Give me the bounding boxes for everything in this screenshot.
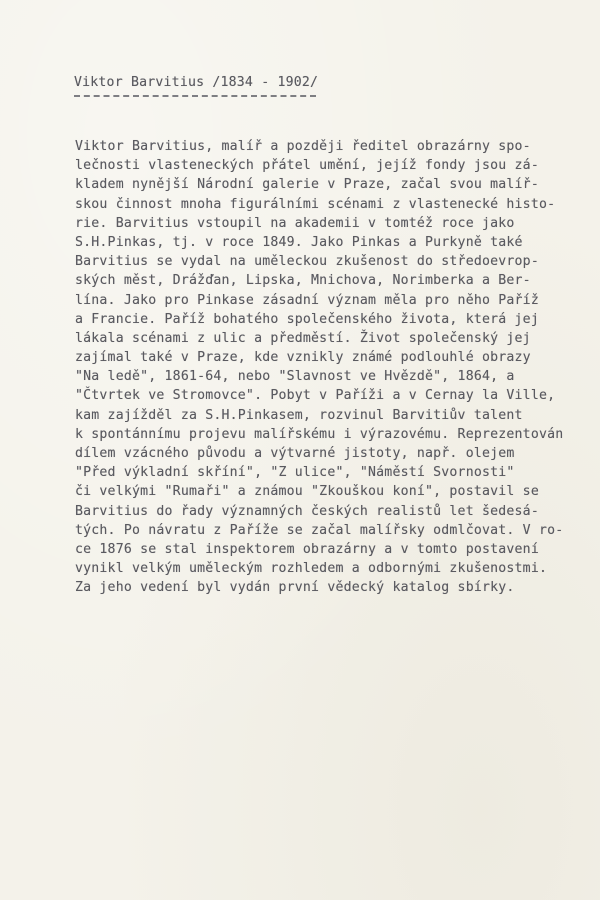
body-line: "Před výkladní skříní", "Z ulice", "Náměstí Svornosti" <box>75 465 515 481</box>
body-line: rie. Barvitius vstoupil na akademii v tomtéž roce jako <box>75 215 515 231</box>
body-line: Za jeho vedení byl vydán první vědecký katalog sbírky. <box>75 580 515 596</box>
body-line: Viktor Barvitius, malíř a později ředitel obrazárny spo- <box>75 139 531 154</box>
body-line: vynikl velkým uměleckým rozhledem a odbornými zkušenostmi. <box>75 561 548 577</box>
heading-underline <box>74 95 316 97</box>
body-line: lákala scénami z ulic a předměstí. Život společenský jej <box>75 330 531 346</box>
body-line: či velkými "Rumaři" a známou "Zkouškou koní", postavil se <box>75 484 539 500</box>
body-line: skou činnost mnoha figurálními scénami z vlastenecké histo- <box>75 196 556 212</box>
body-line: kam zajížděl za S.H.Pinkasem, rozvinul Barvitiův talent <box>75 407 523 423</box>
body-line: "Na ledě", 1861-64, nebo "Slavnost ve Hvězdě", 1864, a <box>75 369 515 385</box>
body-line: lína. Jako pro Pinkase zásadní význam měla pro něho Paříž <box>75 292 539 308</box>
document-body <box>75 137 585 598</box>
body-line: a Francie. Paříž bohatého společenského života, která jej <box>75 311 539 327</box>
body-line: tých. Po návratu z Paříže se začal malířsky odmlčovat. V ro- <box>75 522 564 538</box>
body-line: ských měst, Drážďan, Lipska, Mnichova, Norimberka a Ber- <box>75 273 531 289</box>
body-line: S.H.Pinkas, tj. v roce 1849. Jako Pinkas a Purkyně také <box>75 234 523 250</box>
body-line: k spontánnímu projevu malířskému i výrazovému. Reprezentován <box>75 426 564 442</box>
body-line: "Čtvrtek ve Stromovce". Pobyt v Paříži a v Cernay la Ville, <box>75 388 556 404</box>
body-line: dílem vzácného původu a výtvarné jistoty, např. olejem <box>75 446 515 461</box>
body-line: Barvitius se vydal na uměleckou zkušenost do středoevrop- <box>75 254 539 270</box>
body-line: ce 1876 se stal inspektorem obrazárny a v tomto postavení <box>75 541 539 557</box>
body-line: lečnosti vlasteneckých přátel umění, jejíž fondy jsou zá- <box>75 158 539 174</box>
body-line: zajímal také v Praze, kde vznikly známé podlouhlé obrazy <box>75 350 531 366</box>
document-heading: Viktor Barvitius /1834 - 1902/ <box>74 75 319 90</box>
body-line: Barvitius do řady významných českých realistů let šedesá- <box>75 503 539 519</box>
body-line: kladem nynější Národní galerie v Praze, začal svou malíř- <box>75 177 539 193</box>
